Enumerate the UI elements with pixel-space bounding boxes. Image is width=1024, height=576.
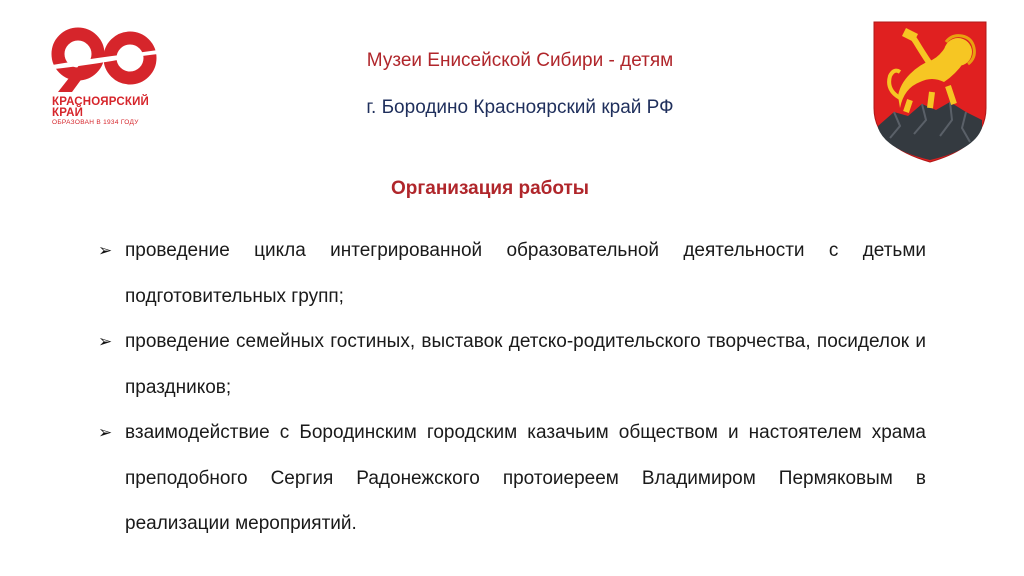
list-item bbox=[98, 319, 926, 410]
logo-text-line3: ОБРАЗОВАН В 1934 ГОДУ bbox=[52, 119, 139, 126]
header-subtitle: г. Бородино Красноярский край РФ bbox=[366, 97, 674, 118]
list-item-text: проведение семейных гостиных, выставок детско-родительского творчества, посиделок и праздников; bbox=[125, 331, 926, 398]
list-item-text: проведение цикла интегрированной образовательной деятельности с детьми подготовительных групп; bbox=[125, 240, 926, 307]
arrow-bullet-icon: ➢ bbox=[98, 241, 113, 260]
arrow-bullet-icon: ➢ bbox=[98, 423, 113, 442]
list-item-text: взаимодействие с Бородинским городским казачьим обществом и настоятелем храма преподобного Сергия Радонежского протоиереем Владимиром Пермяковым в реализации мероприятий. bbox=[125, 422, 926, 534]
bullet-list bbox=[98, 228, 926, 547]
arrow-bullet-icon: ➢ bbox=[98, 332, 113, 351]
logo-krasnoyarsk-90 bbox=[42, 26, 162, 130]
logo-90-icon bbox=[42, 26, 162, 96]
list-item bbox=[98, 410, 926, 547]
coat-of-arms-icon bbox=[870, 16, 990, 166]
logo-text-line1: КРАСНОЯРСКИЙ bbox=[52, 96, 150, 108]
list-item bbox=[98, 228, 926, 319]
header-title: Музеи Енисейской Сибири - детям bbox=[366, 50, 674, 71]
logo-text-line2: КРАЙ bbox=[52, 107, 84, 119]
section-title: Организация работы bbox=[390, 178, 590, 199]
